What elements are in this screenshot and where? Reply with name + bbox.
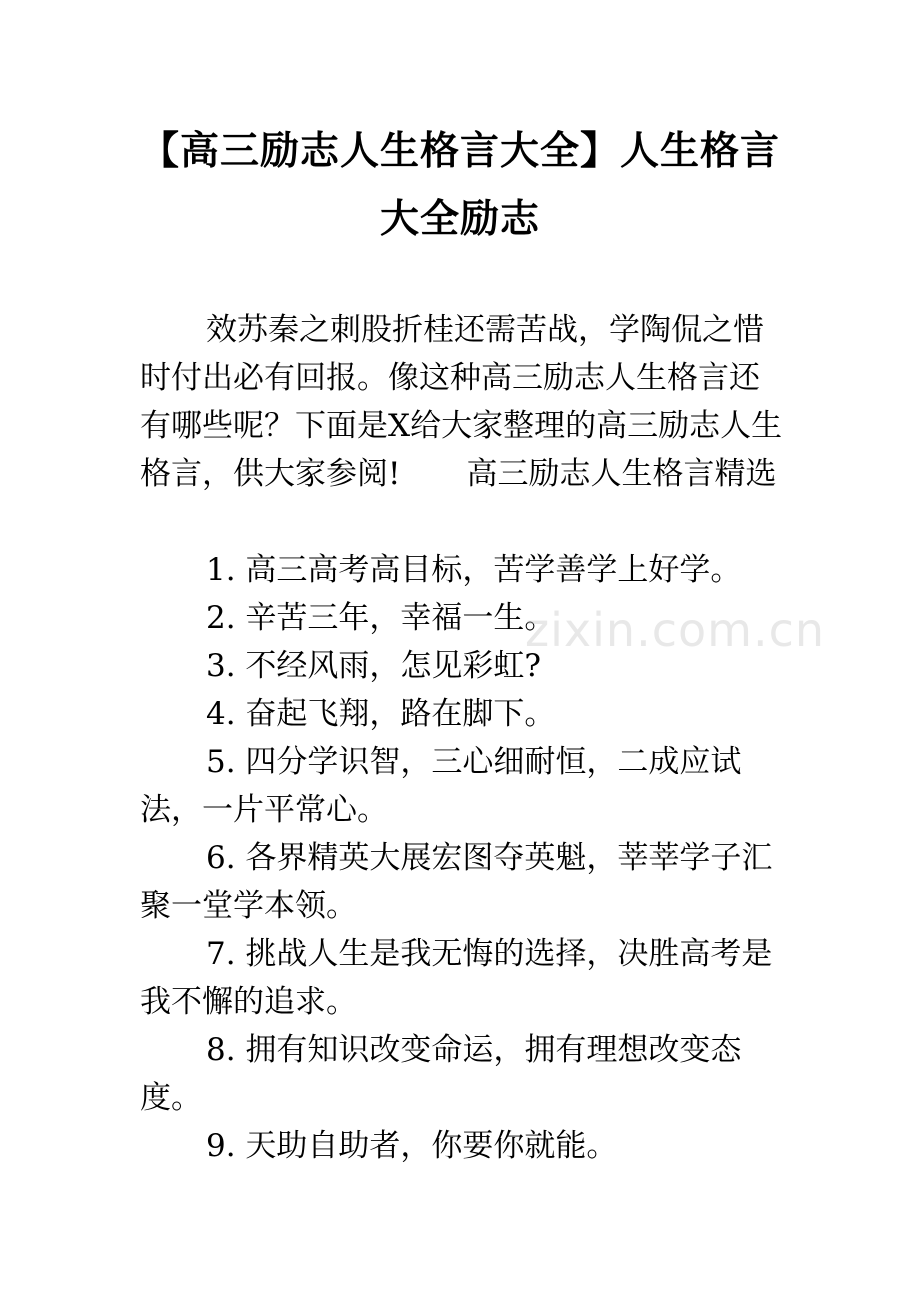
document-title (100, 118, 820, 254)
list-item: 2. 辛苦三年，幸福一生。 (206, 600, 556, 636)
list-item: 4. 奋起飞翔，路在脚下。 (206, 696, 556, 732)
list-item: 7. 挑战人生是我无悔的选择，决胜高考是我不懈的追求。 (140, 936, 773, 1020)
list-item: 5. 四分学识智，三心细耐恒，二成应试法，一片平常心。 (140, 744, 742, 828)
list-item: 1. 高三高考高目标，苦学善学上好学。 (206, 552, 742, 588)
title-line-1: 【高三励志人生格言大全】人生格言 (139, 129, 780, 174)
list-item: 6. 各界精英大展宏图夺英魁，莘莘学子汇聚一堂学本领。 (140, 840, 773, 924)
list-item: 8. 拥有知识改变命运，拥有理想改变态度。 (140, 1032, 742, 1116)
watermark: zixin.com.cn (525, 603, 826, 657)
motto-list (140, 546, 785, 1170)
list-item: 9. 天助自助者，你要你就能。 (206, 1128, 618, 1164)
section-heading: 高三励志人生格言精选 (466, 456, 777, 492)
intro-text: 效苏秦之刺股折桂还需苦战，学陶侃之惜时付出必有回报。像这种高三励志人生格言还有哪些呢？下面是X给大家整理的高三励志人生格言，供大家参阅! (140, 312, 783, 492)
list-item: 3. 不经风雨，怎见彩虹? (206, 648, 542, 684)
intro-paragraph (140, 306, 785, 498)
title-line-2: 大全励志 (379, 197, 540, 242)
